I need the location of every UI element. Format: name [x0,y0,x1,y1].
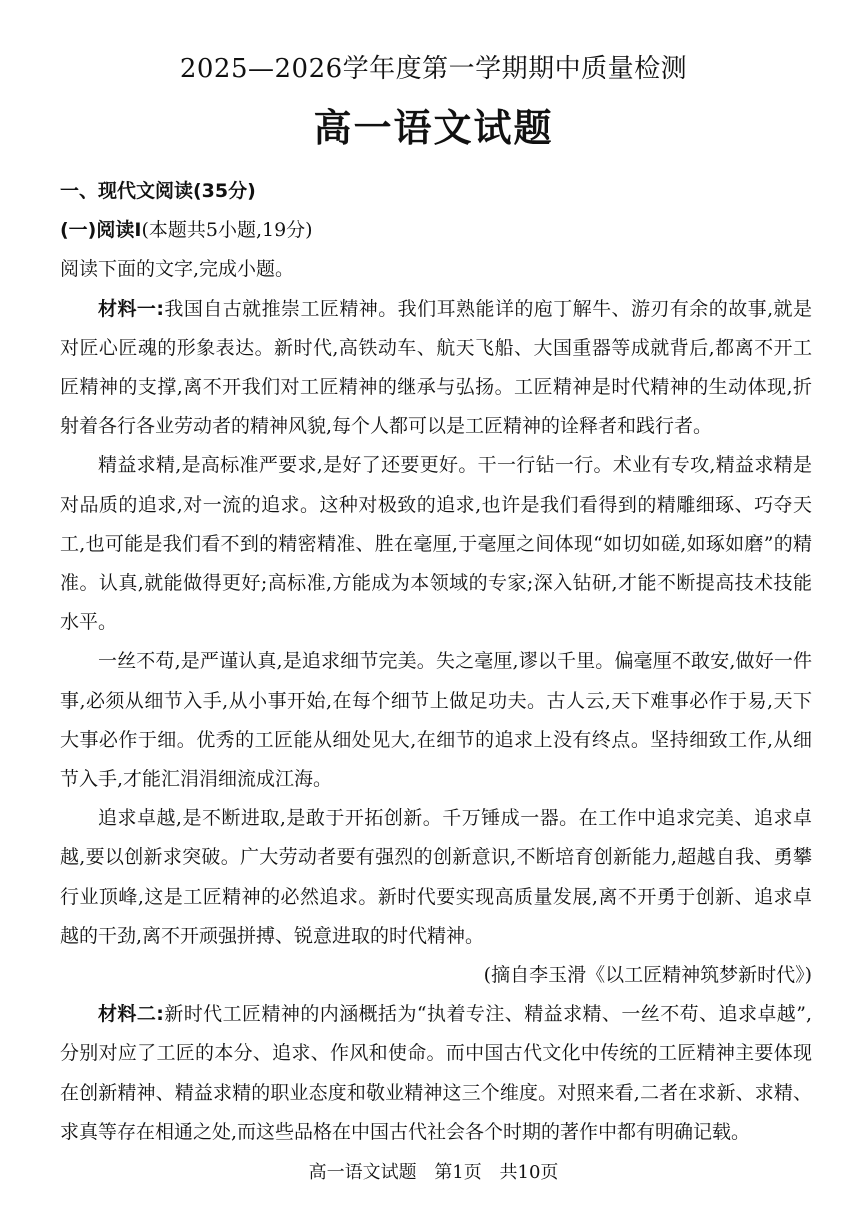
material2-text-1: 新时代工匠精神的内涵概括为“执着专注、精益求精、一丝不苟、追求卓越”,分别对应了工匠的本分、追求、作风和使命。而中国古代文化中传统的工匠精神主要体现在创新精神、精益求精的职业态度和敬业精神这三个维度。对照来看,二者在求新、求精、求真等存在相通之处,而这些品格在中国古代社会各个时期的著作中都有明确记载。 [60,1003,812,1143]
page-footer [0,1158,867,1188]
material1-paragraph-1 [60,290,812,447]
material2-paragraph-1 [60,995,812,1152]
material1-paragraph-2: 精益求精,是高标准严要求,是好了还要更好。干一行钻一行。术业有专攻,精益求精是对品质的追求,对一流的追求。这种对极致的追求,也许是我们看得到的精雕细琢、巧夺天工,也可能是我们看不到的精密精准、胜在毫厘,于毫厘之间体现“如切如磋,如琢如磨”的精准。认真,就能做得更好;高标准,方能成为本领域的专家;深入钻研,才能不断提高技术技能水平。 [60,454,812,634]
material1-paragraph-4: 追求卓越,是不断进取,是敢于开拓创新。千万锤成一器。在工作中追求完美、追求卓越,要以创新求突破。广大劳动者要有强烈的创新意识,不断培育创新能力,超越自我、勇攀行业顶峰,这是工匠精神的必然追求。新时代要实现高质量发展,离不开勇于创新、追求卓越的干劲,离不开顽强拼搏、锐意进取的时代精神。 [60,807,812,947]
subsection-label: (一)阅读Ⅰ [60,219,142,242]
subsection-info: (本题共5小题,19分) [141,219,313,242]
exam-name: 2025—2026学年度第一学期期中质量检测 [179,54,688,84]
section-heading: 一、现代文阅读(35分) [60,180,256,202]
reading-content [60,172,812,1152]
material2-label: 材料二: [98,1003,164,1026]
page-title: 高一语文试题 [313,106,554,150]
material1-label: 材料一: [98,297,164,320]
material1-text-1: 我国自古就推崇工匠精神。我们耳熟能详的庖丁解牛、游刃有余的故事,就是对匠心匠魂的形象表达。新时代,高铁动车、航天飞船、大国重器等成就背后,都离不开工匠精神的支撑,离不开我们对工匠精神的继承与弘扬。工匠精神是时代精神的生动体现,折射着各行各业劳动者的精神风貌,每个人都可以是工匠精神的诠释者和践行者。 [60,297,812,438]
subsection-heading [60,211,812,250]
footer-total-pages: 共10页 [499,1162,559,1183]
footer-subject: 高一语文试题 [308,1162,417,1183]
footer-page-number: 第1页 [434,1162,482,1183]
material1-paragraph-3: 一丝不苟,是严谨认真,是追求细节完美。失之毫厘,谬以千里。偏毫厘不敢安,做好一件事,必须从细节入手,从小事开始,在每个细节上做足功夫。古人云,天下难事必作于易,天下大事必作于细。优秀的工匠能从细处见大,在细节的追求上没有终点。坚持细致工作,从细节入手,才能汇涓涓细流成江海。 [60,650,812,791]
material1-source: (摘自李玉滑《以工匠精神筑梦新时代》) [483,964,812,987]
instruction: 阅读下面的文字,完成小题。 [60,258,295,281]
